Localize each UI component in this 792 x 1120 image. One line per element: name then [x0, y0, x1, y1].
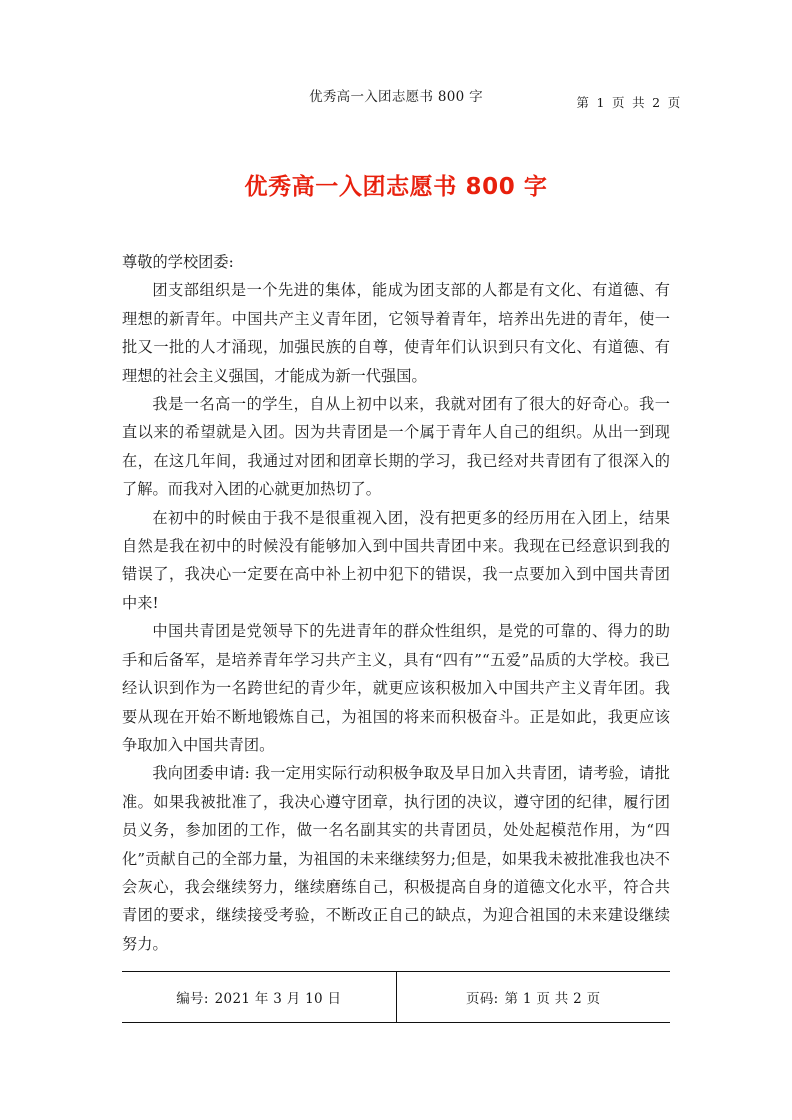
header-page-indicator: 第 1 页 共 2 页: [576, 95, 682, 110]
paragraph-3: 在初中的时候由于我不是很重视入团，没有把更多的经历用在入团上，结果自然是我在初中的时候没有能够加入到中国共青团中来。我现在已经意识到我的错误了，我决心一定要在高中补上初中犯下的错误，我一点要加入到中国共青团中来!: [122, 508, 670, 612]
footer-page-label: 页码:: [466, 991, 499, 1007]
paragraph-2: 我是一名高一的学生，自从上初中以来，我就对团有了很大的好奇心。我一直以来的希望就是入团。因为共青团是一个属于青年人自己的组织。从出一到现在，在这几年间，我通过对团和团章长期的学习，我已经对共青团有了很深入的了解。而我对入团的心就更加热切了。: [122, 395, 670, 499]
header-document-title: 优秀高一入团志愿书 800 字: [309, 89, 483, 105]
page-title: 优秀高一入团志愿书 800 字: [244, 174, 548, 201]
footer-number-label: 编号:: [176, 991, 209, 1007]
footer-cell-page: [396, 972, 670, 1023]
paragraph-5: 我向团委申请: 我一定用实际行动积极争取及早日加入共青团，请考验，请批准。如果我被批准了，我决心遵守团章，执行团的决议，遵守团的纪律，履行团员义务，参加团的工作，做一名名副其实的共青团员，处处起模范作用，为“四化”贡献自己的全部力量，为祖国的未来继续努力;但是，如果我未被批准我也决不会灰心，我会继续努力，继续磨练自己，积极提高自身的道德文化水平，符合共青团的要求，继续接受考验，不断改正自己的缺点，为迎合祖国的未来建设继续努力。: [122, 764, 670, 953]
footer-table: [122, 971, 670, 1023]
footer-page-value: 第 1 页 共 2 页: [504, 991, 601, 1007]
paragraph-salutation: 尊敬的学校团委:: [122, 253, 234, 271]
paragraph-1: 团支部组织是一个先进的集体，能成为团支部的人都是有文化、有道德、有理想的新青年。中国共产主义青年团，它领导着青年，培养出先进的青年，使一批又一批的人才涌现，加强民族的自尊，使青年们认识到只有文化、有道德、有理想的社会主义强国，才能成为新一代强国。: [122, 281, 670, 385]
running-header: [0, 86, 792, 110]
document-body: [122, 248, 670, 958]
paragraph-4: 中国共青团是党领导下的先进青年的群众性组织，是党的可靠的、得力的助手和后备军，是培养青年学习共产主义，具有“四有”“五爱”品质的大学校。我已经认识到作为一名跨世纪的青少年，就更应该积极加入中国共产主义青年团。我要从现在开始不断地锻炼自己，为祖国的将来而积极奋斗。正是如此，我更应该争取加入中国共青团。: [122, 622, 670, 754]
table-row: [122, 972, 670, 1023]
footer-cell-number: [122, 972, 396, 1023]
footer-number-value: 2021 年 3 月 10 日: [214, 991, 342, 1007]
